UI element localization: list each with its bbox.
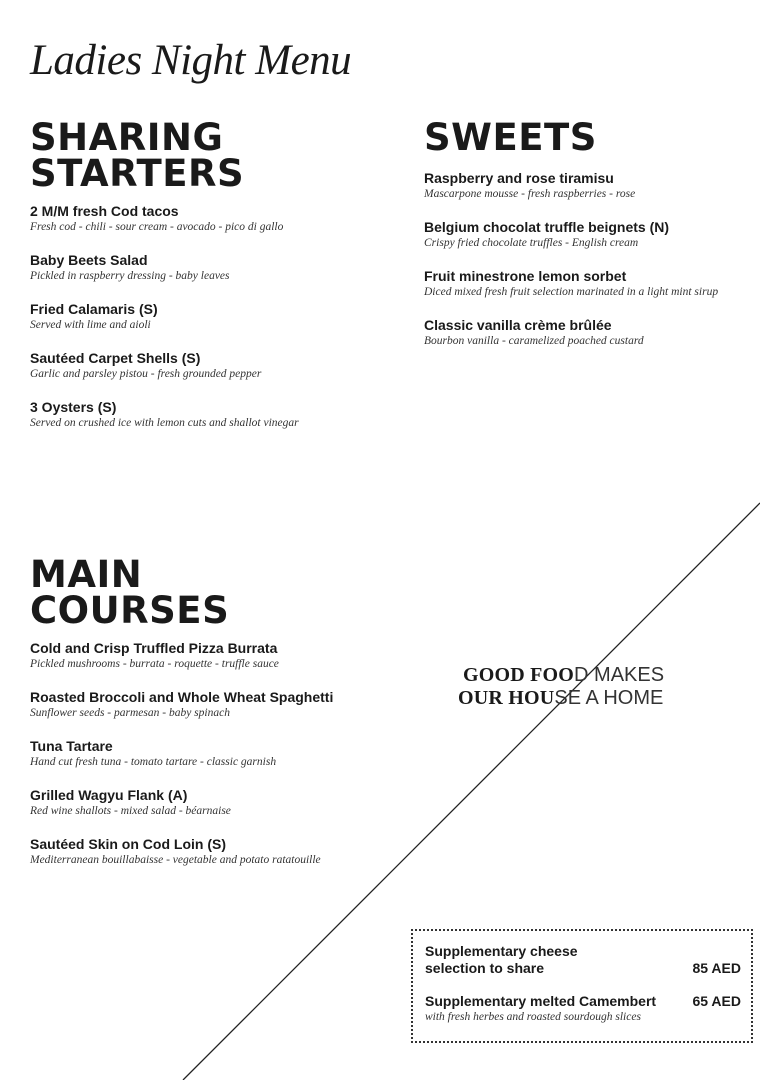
mains-heading-line2: COURSES <box>30 589 230 632</box>
item-description: Crispy fried chocolate truffles - English cream <box>424 237 639 249</box>
starter-item <box>30 203 299 252</box>
item-name: Cold and Crisp Truffled Pizza Burrata <box>30 640 278 656</box>
mains-heading-line1: MAIN <box>30 553 143 596</box>
main-item <box>30 640 333 689</box>
item-description: Mascarpone mousse - fresh raspberries - rose <box>424 188 636 200</box>
starter-item <box>30 301 299 350</box>
sweets-heading <box>424 116 597 159</box>
item-description: Bourbon vanilla - caramelized poached custard <box>424 335 644 347</box>
sweets-heading-text: SWEETS <box>424 116 597 159</box>
item-name: Fruit minestrone lemon sorbet <box>424 268 627 284</box>
mains-list <box>30 640 333 885</box>
sweet-item <box>424 317 718 366</box>
starters-heading-line1: SHARING <box>30 116 224 159</box>
supplement-name: Supplementary melted Camembert <box>425 993 657 1009</box>
supplement-item <box>425 943 741 993</box>
item-name: 2 M/M fresh Cod tacos <box>30 203 179 219</box>
tagline-line1: GOOD FOOD MAKES <box>463 664 665 686</box>
supplements-box <box>411 929 753 1043</box>
item-description: Served with lime and aioli <box>30 319 151 331</box>
supplement-item <box>425 993 741 1025</box>
item-description: Hand cut fresh tuna - tomato tartare - classic garnish <box>30 756 277 768</box>
item-description: Fresh cod - chili - sour cream - avocado - pico di gallo <box>30 221 284 233</box>
item-description: Diced mixed fresh fruit selection marinated in a light mint sirup <box>424 286 719 298</box>
sweet-item <box>424 268 718 317</box>
item-name: 3 Oysters (S) <box>30 399 117 415</box>
supplement-name: Supplementary cheese selection to share <box>425 943 578 976</box>
item-description: Garlic and parsley pistou - fresh grounded pepper <box>30 368 262 380</box>
item-description: Mediterranean bouillabaisse - vegetable and potato ratatouille <box>30 854 321 866</box>
tagline-line2: OUR HOUSE A HOME <box>458 687 664 709</box>
starter-item <box>30 252 299 301</box>
item-description: Red wine shallots - mixed salad - béarnaise <box>30 805 231 817</box>
item-name: Tuna Tartare <box>30 738 113 754</box>
item-name: Sautéed Skin on Cod Loin (S) <box>30 836 226 852</box>
item-name: Baby Beets Salad <box>30 252 148 268</box>
tagline <box>458 664 664 710</box>
item-name: Classic vanilla crème brûlée <box>424 317 612 333</box>
supplement-price: 85 AED <box>692 960 741 976</box>
sweet-item <box>424 219 718 268</box>
main-item <box>30 738 333 787</box>
item-description: Sunflower seeds - parmesan - baby spinach <box>30 707 230 719</box>
supplement-price: 65 AED <box>692 993 741 1009</box>
supplement-description: with fresh herbes and roasted sourdough slices <box>425 1011 641 1023</box>
item-name: Fried Calamaris (S) <box>30 301 158 317</box>
mains-heading <box>30 553 230 632</box>
item-name: Belgium chocolat truffle beignets (N) <box>424 219 670 235</box>
starters-heading-line2: STARTERS <box>30 152 245 195</box>
item-description: Served on crushed ice with lemon cuts and shallot vinegar <box>30 417 299 429</box>
main-item <box>30 689 333 738</box>
main-item <box>30 787 333 836</box>
main-item <box>30 836 333 885</box>
item-description: Pickled mushrooms - burrata - roquette - truffle sauce <box>30 658 279 670</box>
starters-heading <box>30 116 245 195</box>
item-name: Grilled Wagyu Flank (A) <box>30 787 188 803</box>
item-name: Roasted Broccoli and Whole Wheat Spaghetti <box>30 689 334 705</box>
starter-item <box>30 350 299 399</box>
item-name: Raspberry and rose tiramisu <box>424 170 614 186</box>
sweet-item <box>424 170 718 219</box>
item-name: Sautéed Carpet Shells (S) <box>30 350 201 366</box>
starter-item <box>30 399 299 448</box>
menu-title: Ladies Night Menu <box>30 37 352 84</box>
sweets-list <box>424 170 718 366</box>
item-description: Pickled in raspberry dressing - baby leaves <box>30 270 230 282</box>
starters-list <box>30 203 299 448</box>
